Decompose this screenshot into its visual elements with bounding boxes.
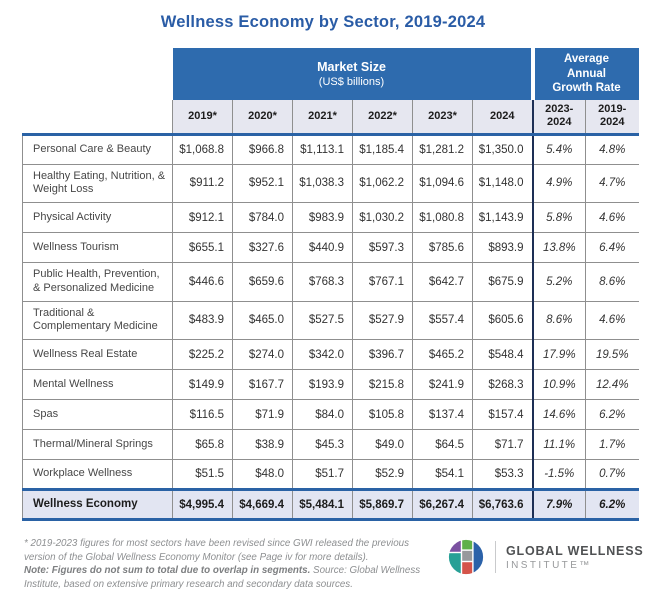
- year-column-header: 2022*: [353, 100, 413, 134]
- growth-rate-value: 8.6%: [586, 263, 639, 302]
- market-size-value: $483.9: [173, 301, 233, 340]
- growth-rate-value: 12.4%: [586, 370, 639, 400]
- growth-rate-title: Average Annual Growth Rate: [552, 52, 621, 95]
- market-size-value: $446.6: [173, 263, 233, 302]
- growth-rate-value: 1.7%: [586, 430, 639, 460]
- market-size-value: $784.0: [233, 203, 293, 233]
- market-size-value: $396.7: [353, 340, 413, 370]
- market-size-value: $215.8: [353, 370, 413, 400]
- market-size-value: $52.9: [353, 460, 413, 490]
- market-size-value: $71.7: [473, 430, 533, 460]
- header-band-row: [23, 48, 639, 100]
- sector-label: Thermal/Mineral Springs: [23, 430, 173, 460]
- table-row: [23, 233, 639, 263]
- growth-rate-value: 6.2%: [586, 400, 639, 430]
- sector-label: Healthy Eating, Nutrition, & Weight Loss: [23, 164, 173, 203]
- table-row: [23, 430, 639, 460]
- market-size-value: $48.0: [233, 460, 293, 490]
- market-size-value: $675.9: [473, 263, 533, 302]
- market-size-value: $768.3: [293, 263, 353, 302]
- growth-rate-value: -1.5%: [533, 460, 586, 490]
- growth-rate-value: 19.5%: [586, 340, 639, 370]
- market-size-value: $274.0: [233, 340, 293, 370]
- market-size-value: $440.9: [293, 233, 353, 263]
- market-size-value: $966.8: [233, 134, 293, 164]
- market-size-value: $157.4: [473, 400, 533, 430]
- table-row: [23, 400, 639, 430]
- footnote: [24, 537, 436, 592]
- sector-label: Wellness Economy: [23, 490, 173, 520]
- growth-column-header: 2019-2024: [586, 100, 639, 134]
- market-size-value: $51.5: [173, 460, 233, 490]
- market-size-value: $64.5: [413, 430, 473, 460]
- sector-label: Public Health, Prevention, & Personalized Medicine: [23, 263, 173, 302]
- growth-rate-value: 5.4%: [533, 134, 586, 164]
- sector-label: Spas: [23, 400, 173, 430]
- market-size-value: $1,030.2: [353, 203, 413, 233]
- market-size-value: $527.9: [353, 301, 413, 340]
- market-size-value: $327.6: [233, 233, 293, 263]
- growth-rate-value: 5.8%: [533, 203, 586, 233]
- market-size-value: $193.9: [293, 370, 353, 400]
- logo-name: GLOBAL WELLNESS: [506, 543, 644, 558]
- market-size-value: $167.7: [233, 370, 293, 400]
- market-size-value: $4,995.4: [173, 490, 233, 520]
- table-row: [23, 203, 639, 233]
- market-size-value: $557.4: [413, 301, 473, 340]
- market-size-value: $1,080.8: [413, 203, 473, 233]
- market-size-title: Market Size: [317, 60, 386, 74]
- market-size-value: $911.2: [173, 164, 233, 203]
- market-size-value: $1,038.3: [293, 164, 353, 203]
- sector-label: Traditional & Complementary Medicine: [23, 301, 173, 340]
- footnote-source: Source: Global Wellness Institute, based on extensive primary research and secondary data sources.: [24, 565, 421, 591]
- market-size-value: $6,763.6: [473, 490, 533, 520]
- growth-rate-value: 4.8%: [586, 134, 639, 164]
- market-size-value: $53.3: [473, 460, 533, 490]
- growth-rate-value: 4.7%: [586, 164, 639, 203]
- market-size-value: $225.2: [173, 340, 233, 370]
- market-size-value: $1,113.1: [293, 134, 353, 164]
- corner-cell-2: [23, 100, 173, 134]
- logo-subname: INSTITUTE™: [506, 559, 592, 571]
- market-size-group-header: [173, 48, 533, 100]
- market-size-value: $65.8: [173, 430, 233, 460]
- market-size-value: $1,185.4: [353, 134, 413, 164]
- market-size-value: $548.4: [473, 340, 533, 370]
- year-column-header: 2020*: [233, 100, 293, 134]
- market-size-value: $893.9: [473, 233, 533, 263]
- growth-rate-value: 11.1%: [533, 430, 586, 460]
- growth-rate-value: 5.2%: [533, 263, 586, 302]
- market-size-value: $527.5: [293, 301, 353, 340]
- growth-column-header: 2023-2024: [533, 100, 586, 134]
- market-size-value: $1,094.6: [413, 164, 473, 203]
- market-size-value: $983.9: [293, 203, 353, 233]
- growth-rate-value: 7.9%: [533, 490, 586, 520]
- growth-rate-value: 4.6%: [586, 301, 639, 340]
- growth-rate-value: 4.6%: [586, 203, 639, 233]
- market-size-value: $785.6: [413, 233, 473, 263]
- market-size-value: $116.5: [173, 400, 233, 430]
- gwi-logo-mark-icon: [447, 538, 485, 576]
- market-size-value: $137.4: [413, 400, 473, 430]
- table-row: [23, 164, 639, 203]
- market-size-value: $767.1: [353, 263, 413, 302]
- table-row: [23, 460, 639, 490]
- page-title: Wellness Economy by Sector, 2019-2024: [160, 13, 486, 31]
- wellness-economy-table: [22, 48, 639, 521]
- sector-label: Workplace Wellness: [23, 460, 173, 490]
- market-size-value: $5,484.1: [293, 490, 353, 520]
- growth-rate-value: 4.9%: [533, 164, 586, 203]
- year-column-header: 2021*: [293, 100, 353, 134]
- gwi-logo: [447, 535, 643, 579]
- sector-label: Physical Activity: [23, 203, 173, 233]
- growth-rate-value: 6.4%: [586, 233, 639, 263]
- year-column-header: 2023*: [413, 100, 473, 134]
- market-size-value: $1,148.0: [473, 164, 533, 203]
- growth-rate-value: 0.7%: [586, 460, 639, 490]
- growth-rate-value: 14.6%: [533, 400, 586, 430]
- market-size-value: $49.0: [353, 430, 413, 460]
- market-size-value: $1,062.2: [353, 164, 413, 203]
- market-size-value: $597.3: [353, 233, 413, 263]
- market-size-value: $4,669.4: [233, 490, 293, 520]
- market-size-value: $1,281.2: [413, 134, 473, 164]
- market-size-value: $149.9: [173, 370, 233, 400]
- table-row: [23, 340, 639, 370]
- market-size-value: $84.0: [293, 400, 353, 430]
- growth-rate-value: 6.2%: [586, 490, 639, 520]
- growth-rate-value: 10.9%: [533, 370, 586, 400]
- market-size-value: $105.8: [353, 400, 413, 430]
- table-row: [23, 370, 639, 400]
- year-header-row: [23, 100, 639, 134]
- market-size-value: $54.1: [413, 460, 473, 490]
- footnote-asterisk-note: * 2019-2023 figures for most sectors have been revised since GWI released the previous version of the Global Wellness Economy Monitor (see Page iv for more details).: [24, 538, 410, 563]
- market-size-value: $45.3: [293, 430, 353, 460]
- market-size-value: $642.7: [413, 263, 473, 302]
- market-size-subtitle: (US$ billions): [318, 76, 385, 88]
- sector-label: Wellness Real Estate: [23, 340, 173, 370]
- growth-rate-value: 13.8%: [533, 233, 586, 263]
- growth-rate-value: 17.9%: [533, 340, 586, 370]
- market-size-value: $342.0: [293, 340, 353, 370]
- market-size-value: $952.1: [233, 164, 293, 203]
- year-column-header: 2024: [473, 100, 533, 134]
- sector-label: Personal Care & Beauty: [23, 134, 173, 164]
- market-size-value: $268.3: [473, 370, 533, 400]
- table-row: [23, 134, 639, 164]
- year-column-header: 2019*: [173, 100, 233, 134]
- market-size-value: $465.2: [413, 340, 473, 370]
- table-row: [23, 301, 639, 340]
- market-size-value: $659.6: [233, 263, 293, 302]
- market-size-value: $912.1: [173, 203, 233, 233]
- market-size-value: $1,143.9: [473, 203, 533, 233]
- market-size-value: $605.6: [473, 301, 533, 340]
- market-size-value: $5,869.7: [353, 490, 413, 520]
- market-size-value: $6,267.4: [413, 490, 473, 520]
- market-size-value: $655.1: [173, 233, 233, 263]
- total-row: [23, 490, 639, 520]
- market-size-value: $71.9: [233, 400, 293, 430]
- market-size-value: $1,350.0: [473, 134, 533, 164]
- sector-label: Mental Wellness: [23, 370, 173, 400]
- market-size-value: $465.0: [233, 301, 293, 340]
- corner-cell: [23, 48, 173, 100]
- sector-label: Wellness Tourism: [23, 233, 173, 263]
- market-size-value: $1,068.8: [173, 134, 233, 164]
- growth-rate-group-header: [533, 48, 639, 100]
- logo-divider: [495, 541, 496, 573]
- footnote-note-bold: Note: Figures do not sum to total due to overlap in segments.: [24, 565, 311, 577]
- growth-rate-value: 8.6%: [533, 301, 586, 340]
- table-row: [23, 263, 639, 302]
- market-size-value: $241.9: [413, 370, 473, 400]
- logo-text: [506, 544, 643, 571]
- market-size-value: $38.9: [233, 430, 293, 460]
- market-size-value: $51.7: [293, 460, 353, 490]
